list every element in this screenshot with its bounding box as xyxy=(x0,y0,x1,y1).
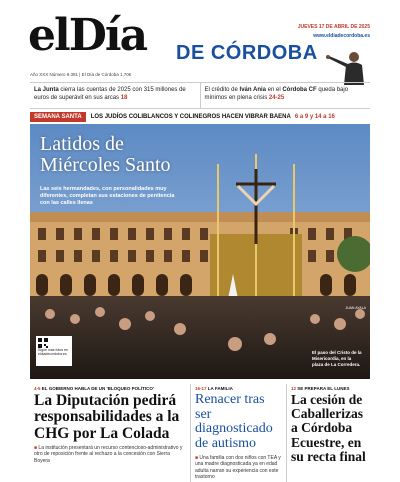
section-tag-label: SEMANA xyxy=(34,114,60,120)
story-title: La cesión de Caballerizas a Córdoba Ecuestre, en su recta final xyxy=(291,392,366,464)
teaser-junta[interactable] xyxy=(30,83,200,108)
teaser-cordoba-cf[interactable] xyxy=(200,83,371,108)
main-headline[interactable] xyxy=(40,134,171,176)
teaser-bold: Iván Ania xyxy=(239,87,266,93)
kicker-page: 16-17 xyxy=(195,386,207,391)
photo-caption: El paso del Cristo de la Misericordia, en la plaza de La Corredera. xyxy=(312,350,362,367)
qr-text: Sigue más fotos en eldiadecordoba.es xyxy=(38,348,68,357)
teaser-text: cierra las cuentas de 2025 con 315 millones de euros de superávit en sus arcas xyxy=(34,87,186,102)
kicker-text: SE PREPARA EL LUNES xyxy=(297,386,350,391)
qr-code-icon xyxy=(38,338,48,348)
website-url[interactable]: www.eldiadecordoba.es xyxy=(313,33,370,39)
main-headline-line: Latidos de xyxy=(40,133,124,155)
teaser-text: en el xyxy=(265,87,283,93)
story-body-text: La institución presentará un recurso contencioso-administrativo y otro de reposición frente al rechazo a la concesión con Sierra Boyera xyxy=(34,444,183,464)
story-title: Renacer tras ser diagnosticado de autismo xyxy=(195,392,273,452)
story-kicker xyxy=(34,386,186,391)
kicker-page: 12 xyxy=(291,386,297,391)
main-subhead: Las seis hermandades, con personalidades muy diferentes, completan sus estaciones de penitencia con las calles llenas xyxy=(40,186,175,207)
teaser-text: El crédito de xyxy=(204,87,240,93)
section-bar xyxy=(30,112,370,122)
story-kicker xyxy=(195,386,282,391)
kicker-text: LA FAMILIA xyxy=(207,386,233,391)
newspaper-city: DE CÓRDOBA xyxy=(176,42,318,64)
bottom-stories xyxy=(30,384,370,482)
story-diputacion[interactable] xyxy=(30,384,190,482)
bullet-icon: ■ xyxy=(195,454,199,461)
main-headline-line: Miércoles Santo xyxy=(40,154,171,176)
story-kicker xyxy=(291,386,366,391)
issue-date: JUEVES 17 DE ABRIL DE 2025 xyxy=(297,24,370,30)
main-photo[interactable] xyxy=(30,124,370,379)
masthead xyxy=(0,0,400,70)
story-body xyxy=(34,445,186,465)
photo-credit: JUAN AYALA xyxy=(345,306,366,310)
section-headline[interactable]: LOS JUDÍOS COLIBLANCOS Y COLINEGROS HACEN VIBRAR BAENA xyxy=(90,114,291,120)
story-caballerizas[interactable] xyxy=(286,384,370,482)
teaser-text: queda bajo mínimos en plena crisis xyxy=(204,87,349,102)
section-tag-bold: SANTA xyxy=(61,114,82,120)
teaser-page: 18 xyxy=(120,95,128,102)
kicker-text: EL GOBIERNO HABLA DE UN 'BLOQUEO POLÍTICO' xyxy=(41,386,154,391)
issue-info: Año XXX Número 9.381 | El Día de Córdoba 1,70€ xyxy=(30,72,132,77)
teaser-page: 24-25 xyxy=(268,95,285,102)
section-pages: 6 a 9 y 14 a 16 xyxy=(294,114,335,120)
kicker-page: 4-5 xyxy=(34,386,41,391)
story-autismo[interactable] xyxy=(190,384,286,482)
teaser-bold: Córdoba CF xyxy=(282,87,317,93)
football-coach-image xyxy=(324,50,374,85)
qr-code-box[interactable] xyxy=(36,336,72,366)
story-body xyxy=(195,455,282,481)
story-body-text: Una familia con dos niños con TEA y una madre diagnosticada ya en edad adulta narran su experiencia con este trastorno xyxy=(195,454,281,481)
section-tag[interactable] xyxy=(30,112,86,122)
bullet-icon: ■ xyxy=(34,444,38,451)
top-teasers xyxy=(30,82,370,109)
teaser-bold: La Junta xyxy=(34,87,59,93)
story-title: La Diputación pedirá responsabilidades a la CHG por La Colada xyxy=(34,392,180,442)
newspaper-logo: elDía xyxy=(28,10,147,61)
